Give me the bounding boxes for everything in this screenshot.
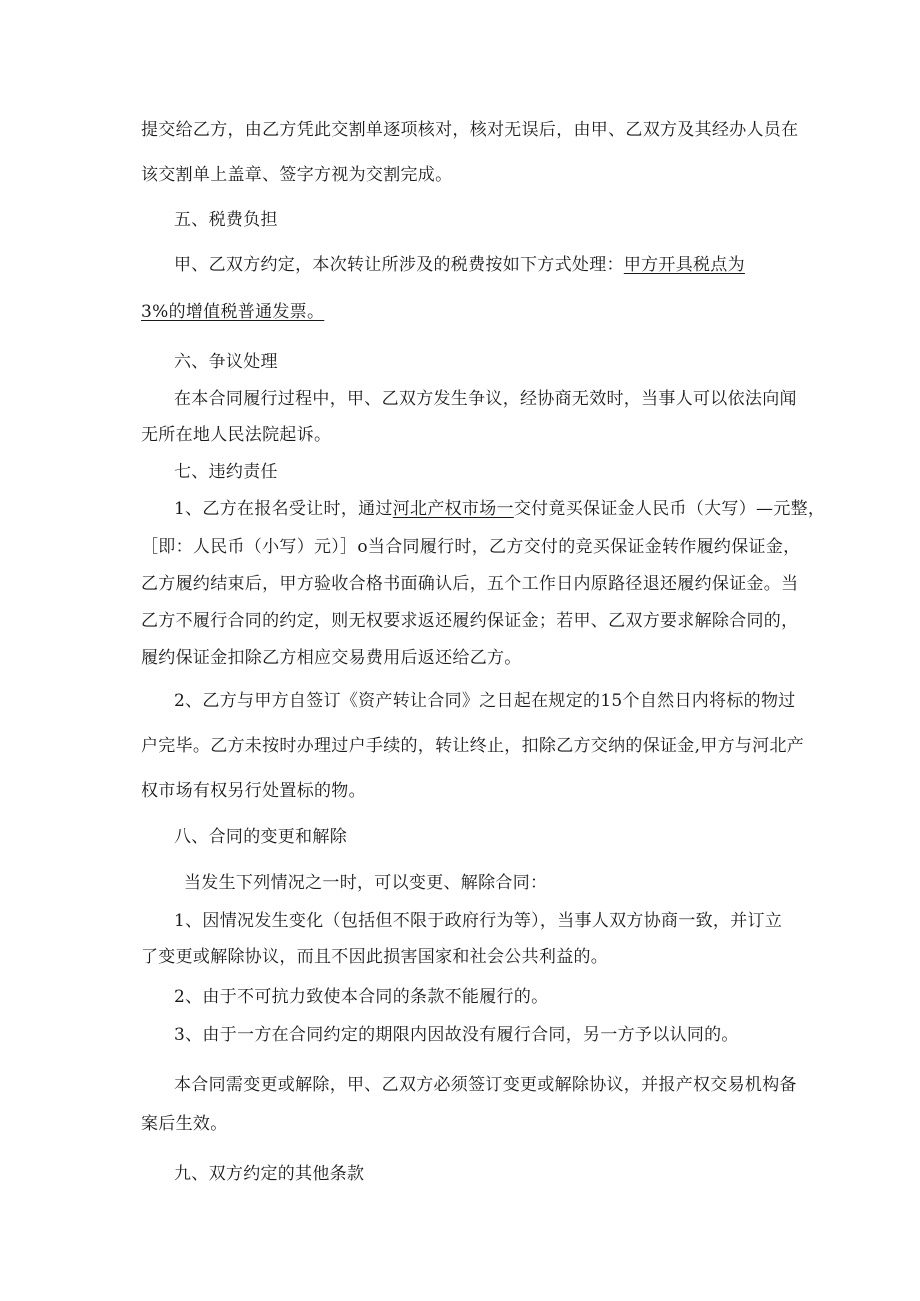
text-line-change-3 xyxy=(141,946,608,968)
line-text: 户完毕。乙方未按时办理过户手续的，转让终止，扣除乙方交纳的保证金,甲方与河北产 xyxy=(141,736,805,756)
underlined-text: 甲方开具税点为 xyxy=(623,255,745,275)
text-line-tax-1 xyxy=(174,254,745,276)
text-line-breach-5 xyxy=(141,647,522,669)
line-text: 乙方不履行合同的约定，则无权要求返还履约保证金；若甲、乙双方要求解除合同的， xyxy=(141,611,799,631)
text-line-breach-1 xyxy=(174,498,825,520)
text-line-tax-2 xyxy=(141,301,324,323)
text-line-breach-6 xyxy=(174,690,796,712)
text-line-change-2 xyxy=(174,910,782,932)
line-text: 2、乙方与甲方自签订《资产转让合同》之日起在规定的15个自然日内将标的物过 xyxy=(174,691,796,711)
line-text: 权市场有权另行处置标的物。 xyxy=(141,781,366,801)
line-text: 1、因情况发生变化（包括但不限于政府行为等），当事人双方协商一致，并订立 xyxy=(174,911,783,931)
line-text: 该交割单上盖章、签字方视为交割完成。 xyxy=(141,165,453,185)
text-line-dispute-2 xyxy=(141,424,331,446)
line-text: 交付竟买保证金人民币（大写）—元整， xyxy=(513,499,826,519)
text-line-change-4 xyxy=(174,986,548,1008)
text-line-change-5 xyxy=(174,1024,739,1046)
line-text: 1、乙方在报名受让时，通过 xyxy=(174,499,393,519)
line-text: 无所在地人民法院起诉。 xyxy=(141,425,332,445)
text-line-change-6 xyxy=(174,1074,797,1096)
line-text: 当发生下列情况之一时，可以变更、解除合同： xyxy=(184,873,548,893)
heading-text: 八、合同的变更和解除 xyxy=(174,827,347,847)
underlined-text: 3%的增值税普通发票。 xyxy=(141,302,325,322)
text-line-breach-4 xyxy=(141,610,798,632)
text-line-breach-7 xyxy=(141,735,804,757)
line-text: ［即：人民币（小写）元）］o当合同履行时，乙方交付的竞买保证金转作履约保证金， xyxy=(141,537,801,557)
text-line-1 xyxy=(141,119,798,141)
section-heading-breach xyxy=(174,461,278,483)
line-text: 本合同需变更或解除，甲、乙双方必须签订变更或解除协议，并报产权交易机构备 xyxy=(174,1075,797,1095)
section-heading-change xyxy=(174,826,347,848)
line-text: 了变更或解除协议，而且不因此损害国家和社会公共利益的。 xyxy=(141,947,609,967)
line-text: 履约保证金扣除乙方相应交易费用后返还给乙方。 xyxy=(141,648,522,668)
text-line-breach-2 xyxy=(141,536,800,558)
heading-text: 六、争议处理 xyxy=(174,352,278,372)
line-text: 案后生效。 xyxy=(141,1114,228,1134)
section-heading-dispute xyxy=(174,351,278,373)
line-text: 3、由于一方在合同约定的期限内因故没有履行合同，另一方予以认同的。 xyxy=(174,1025,739,1045)
text-line-breach-3 xyxy=(141,573,798,595)
text-line-breach-8 xyxy=(141,780,366,802)
line-text: 乙方履约结束后，甲方验收合格书面确认后，五个工作日内原路径退还履约保证金。当 xyxy=(141,574,799,594)
heading-text: 九、双方约定的其他条款 xyxy=(174,1164,365,1184)
section-heading-other xyxy=(174,1163,364,1185)
line-text: 提交给乙方，由乙方凭此交割单逐项核对，核对无误后，由甲、乙双方及其经办人员在 xyxy=(141,120,799,140)
underlined-text: 河北产权市场一 xyxy=(392,499,514,519)
line-text: 在本合同履行过程中，甲、乙双方发生争议，经协商无效时，当事人可以依法向闻 xyxy=(174,389,797,409)
text-line-change-1 xyxy=(184,872,547,894)
heading-text: 五、税费负担 xyxy=(174,210,278,230)
line-text: 甲、乙双方约定，本次转让所涉及的税费按如下方式处理： xyxy=(174,255,624,275)
text-line-change-7 xyxy=(141,1113,228,1135)
heading-text: 七、违约责任 xyxy=(174,462,278,482)
line-text: 2、由于不可抗力致使本合同的条款不能履行的。 xyxy=(174,987,549,1007)
text-line-2 xyxy=(141,164,452,186)
text-line-dispute-1 xyxy=(174,388,797,410)
section-heading-tax xyxy=(174,209,278,231)
